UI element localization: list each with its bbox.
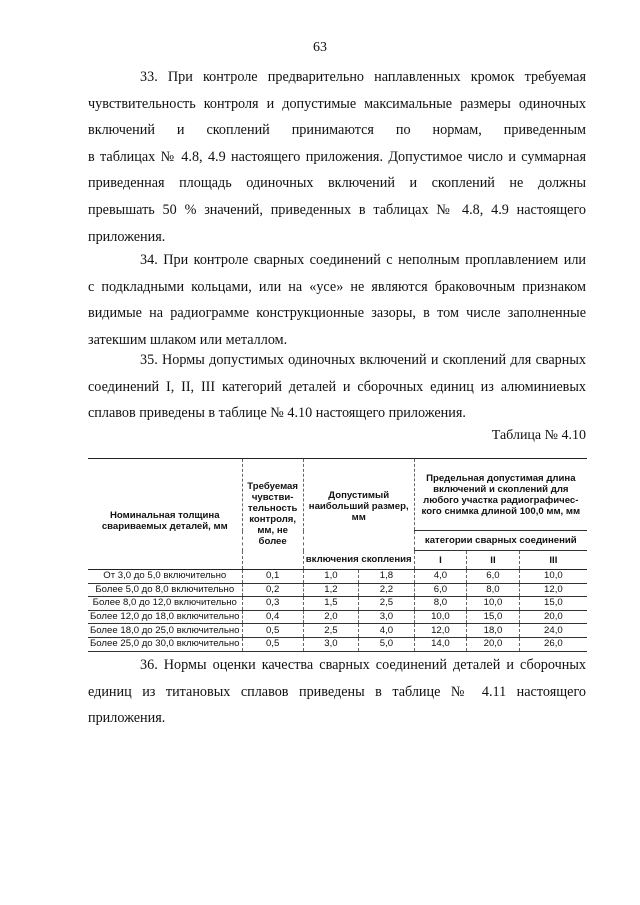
cell-cat-iii: 26,0	[519, 637, 587, 651]
cell-cluster: 2,5	[359, 597, 414, 611]
cell-cat-i: 6,0	[414, 583, 467, 597]
cell-cat-iii: 12,0	[519, 583, 587, 597]
cell-cat-i: 14,0	[414, 637, 467, 651]
paragraph-line: 34. При контроле сварных соединений с неполным проплавлением или	[140, 252, 586, 268]
header-total-length: Предельная допустимая длина включений и скоплений для любого участка радиографичес-кого снимка длиной 100,0 мм, мм	[414, 459, 587, 531]
header-max-size: Допустимый наибольший размер, мм	[303, 459, 414, 551]
cell-sensitivity: 0,1	[242, 570, 303, 584]
cell-thickness: Более 18,0 до 25,0 включительно	[88, 624, 242, 638]
paragraph-line: приведенная площадь одиночных включений и скоплений не должны	[88, 175, 586, 192]
cell-cluster: 5,0	[359, 637, 414, 651]
cell-cluster: 1,8	[359, 570, 414, 584]
cell-inclusion: 3,0	[303, 637, 358, 651]
paragraph-line: приложения.	[88, 228, 166, 245]
cell-cat-i: 4,0	[414, 570, 467, 584]
header-categories: категории сварных соединений	[414, 531, 587, 551]
cell-cluster: 2,2	[359, 583, 414, 597]
header-cat-iii: III	[519, 551, 587, 570]
cell-cat-ii: 6,0	[467, 570, 520, 584]
header-cat-ii: II	[467, 551, 520, 570]
cell-thickness: Более 5,0 до 8,0 включительно	[88, 583, 242, 597]
cell-sensitivity: 0,2	[242, 583, 303, 597]
header-max-size-sub: включения скопления	[303, 551, 414, 570]
paragraph-line: соединений I, II, III категорий деталей и сборочных единиц из алюминиевых	[88, 378, 586, 395]
cell-cat-i: 10,0	[414, 610, 467, 624]
cell-thickness: Более 12,0 до 18,0 включительно	[88, 610, 242, 624]
cell-cat-ii: 8,0	[467, 583, 520, 597]
paragraph-35	[88, 347, 586, 427]
table-row	[88, 570, 587, 584]
cell-inclusion: 2,0	[303, 610, 358, 624]
paragraph-line: 36. Нормы оценки качества сварных соединений деталей и сборочных	[140, 657, 586, 673]
cell-sensitivity: 0,4	[242, 610, 303, 624]
paragraph-line: сплавов приведены в таблице № 4.10 настоящего приложения.	[88, 405, 466, 422]
cell-cat-ii: 20,0	[467, 637, 520, 651]
cell-cat-ii: 18,0	[467, 624, 520, 638]
table-row	[88, 597, 587, 611]
norms-table	[88, 458, 587, 652]
page-number: 63	[313, 40, 327, 55]
header-thickness: Номинальная толщина свариваемых деталей, мм	[88, 459, 242, 570]
paragraph-line: превышать 50 % значений, приведенных в таблицах № 4.8, 4.9 настоящего	[88, 201, 586, 218]
cell-inclusion: 1,5	[303, 597, 358, 611]
cell-sensitivity: 0,5	[242, 624, 303, 638]
paragraph-line: чувствительность контроля и допустимые максимальные размеры одиночных	[88, 95, 586, 112]
cell-inclusion: 1,2	[303, 583, 358, 597]
paragraph-line: с подкладными кольцами, или на «усе» не являются браковочным признаком	[88, 278, 586, 295]
paragraph-line: 33. При контроле предварительно наплавленных кромок требуемая	[140, 69, 586, 85]
table-caption: Таблица № 4.10	[491, 428, 586, 443]
cell-cat-i: 12,0	[414, 624, 467, 638]
paragraph-33	[88, 64, 586, 250]
cell-thickness: Более 8,0 до 12,0 включительно	[88, 597, 242, 611]
table-row	[88, 610, 587, 624]
paragraph-line: затекшим шлаком или металлом.	[88, 331, 288, 348]
cell-inclusion: 2,5	[303, 624, 358, 638]
cell-sensitivity: 0,5	[242, 637, 303, 651]
cell-cluster: 4,0	[359, 624, 414, 638]
paragraph-line: единиц из титановых сплавов приведены в таблице № 4.11 настоящего	[88, 683, 586, 700]
cell-cat-iii: 20,0	[519, 610, 587, 624]
cell-thickness: Более 25,0 до 30,0 включительно	[88, 637, 242, 651]
table-row	[88, 583, 587, 597]
paragraph-line: 35. Нормы допустимых одиночных включений и скоплений для сварных	[140, 352, 586, 368]
paragraph-line: в таблицах № 4.8, 4.9 настоящего приложения. Допустимое число и суммарная	[88, 148, 586, 165]
cell-inclusion: 1,0	[303, 570, 358, 584]
cell-cat-iii: 15,0	[519, 597, 587, 611]
table-row	[88, 624, 587, 638]
header-sensitivity: Требуемая чувстви-тельность контроля, мм, не более	[242, 459, 303, 570]
cell-cat-iii: 10,0	[519, 570, 587, 584]
cell-sensitivity: 0,3	[242, 597, 303, 611]
paragraph-line: приложения.	[88, 710, 166, 727]
paragraph-36	[88, 652, 586, 732]
cell-cat-ii: 10,0	[467, 597, 520, 611]
paragraph-line: видимые на радиограмме конструкционные зазоры, в том числе заполненные	[88, 305, 586, 322]
table-row	[88, 637, 587, 651]
cell-thickness: От 3,0 до 5,0 включительно	[88, 570, 242, 584]
cell-cat-ii: 15,0	[467, 610, 520, 624]
header-cat-i: I	[414, 551, 467, 570]
cell-cluster: 3,0	[359, 610, 414, 624]
paragraph-line: включений и скоплений принимаются по нормам, приведенным	[88, 122, 586, 139]
cell-cat-i: 8,0	[414, 597, 467, 611]
paragraph-34	[88, 247, 586, 353]
cell-cat-iii: 24,0	[519, 624, 587, 638]
